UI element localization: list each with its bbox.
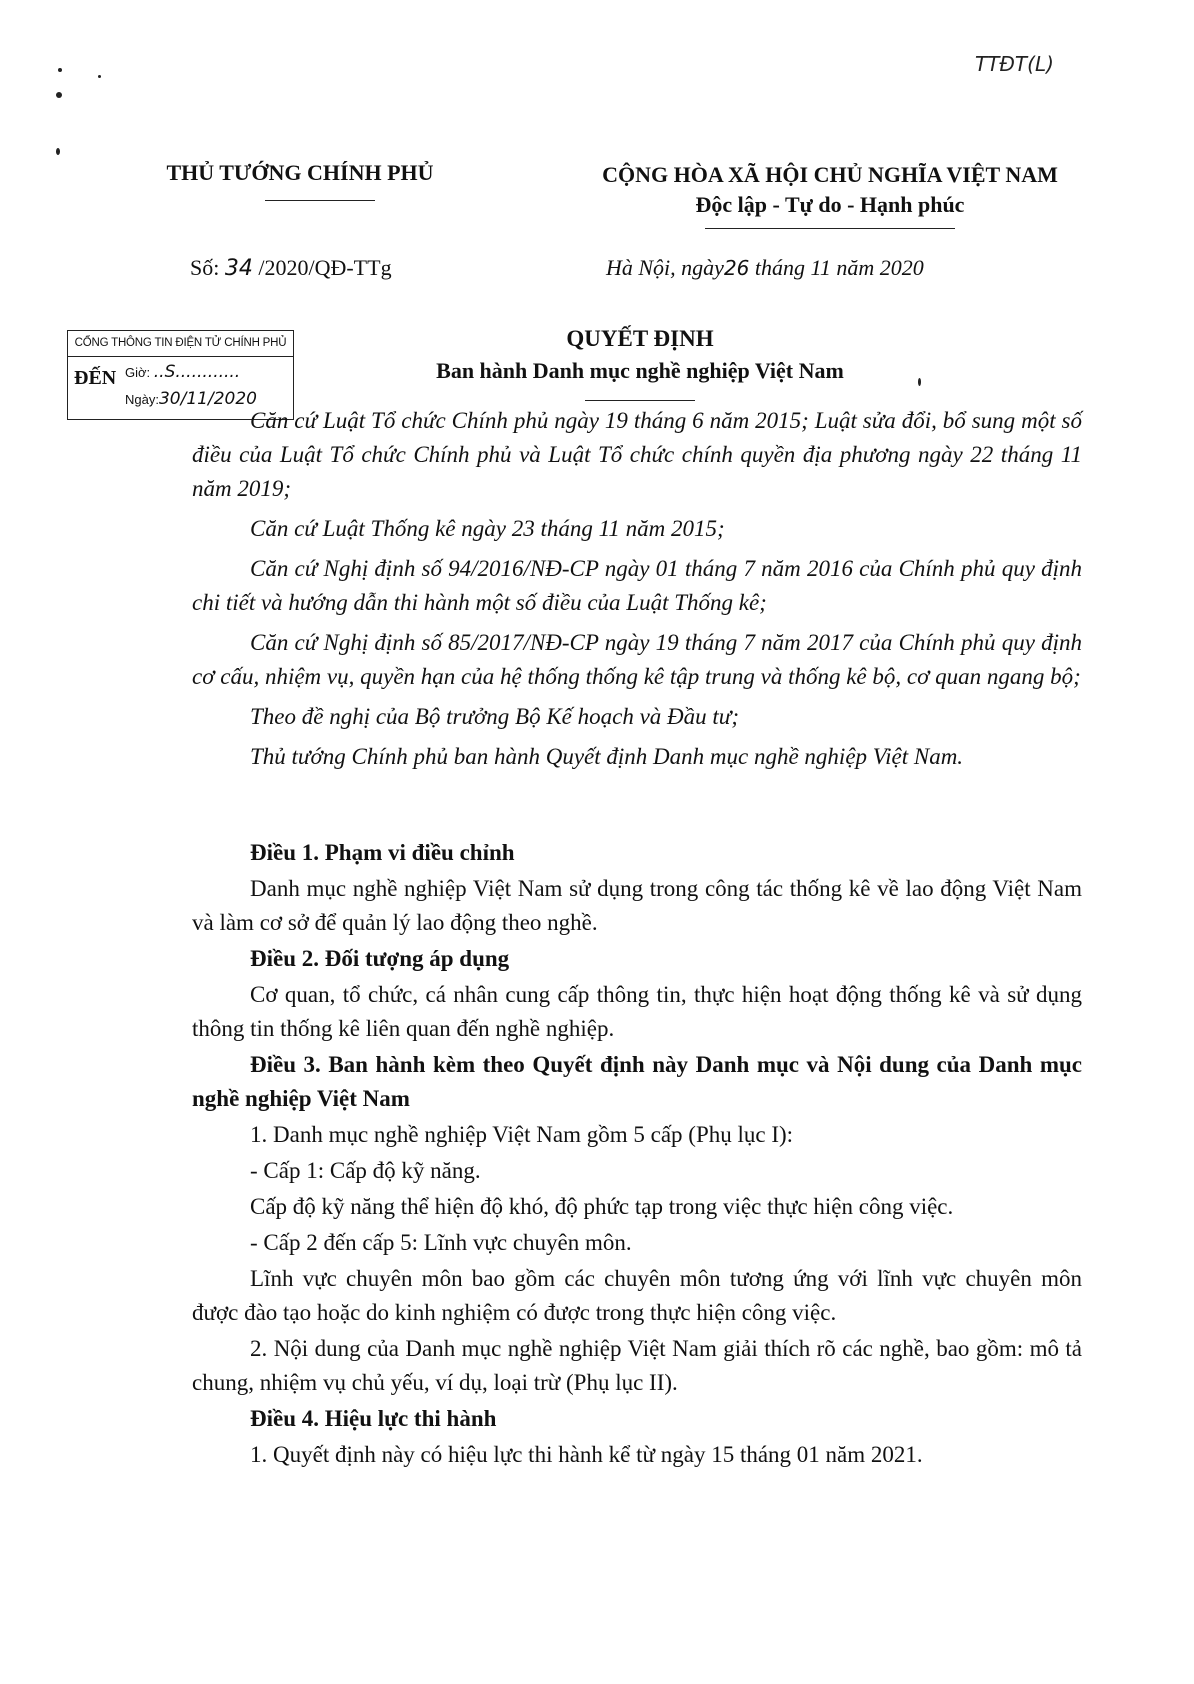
stamp-time bbox=[125, 362, 240, 382]
issuer-underline bbox=[265, 200, 375, 201]
scan-speck bbox=[56, 92, 62, 98]
article-3-item: - Cấp 1: Cấp độ kỹ năng. bbox=[250, 1158, 481, 1183]
title-underline bbox=[585, 400, 695, 401]
article-4-title: Điều 4. Hiệu lực thi hành bbox=[250, 1406, 497, 1431]
stamp-den: ĐẾN bbox=[74, 367, 117, 389]
stamp-date-value: 30/11/2020 bbox=[158, 389, 257, 409]
preamble-paragraph: Căn cứ Nghị định số 85/2017/NĐ-CP ngày 19 tháng 7 năm 2017 của Chính phủ quy định cơ cấu, nhiệm vụ, quyền hạn của hệ thống thống kê tập trung và thống kê bộ, cơ quan ngang bộ; bbox=[192, 630, 1082, 689]
article-4-item: 1. Quyết định này có hiệu lực thi hành kể từ ngày 15 tháng 01 năm 2021. bbox=[250, 1442, 923, 1467]
motto: Độc lập - Tự do - Hạnh phúc bbox=[695, 192, 965, 217]
place-date-prefix: Hà Nội, ngày bbox=[606, 255, 724, 280]
document-number bbox=[190, 255, 392, 281]
place-date bbox=[606, 255, 924, 281]
article-2-text: Cơ quan, tổ chức, cá nhân cung cấp thông tin, thực hiện hoạt động thống kê và sử dụng thông tin thống kê liên quan đến nghề nghiệp. bbox=[192, 982, 1082, 1041]
motto-underline bbox=[705, 228, 955, 229]
stamp-date-label: Ngày: bbox=[125, 392, 159, 407]
doc-number-suffix: /2020/QĐ-TTg bbox=[258, 255, 392, 280]
article-3-item: Lĩnh vực chuyên môn bao gồm các chuyên môn tương ứng với lĩnh vực chuyên môn được đào tạo hoặc do kinh nghiệm có được trong thực hiện công việc. bbox=[192, 1266, 1082, 1325]
preamble-paragraph: Căn cứ Luật Tổ chức Chính phủ ngày 19 tháng 6 năm 2015; Luật sửa đổi, bổ sung một số điều của Luật Tổ chức Chính phủ và Luật Tổ chức chính quyền địa phương ngày 22 tháng 11 năm 2019; bbox=[192, 408, 1082, 501]
preamble-paragraph: Căn cứ Luật Thống kê ngày 23 tháng 11 năm 2015; bbox=[250, 516, 725, 541]
article-2-title: Điều 2. Đối tượng áp dụng bbox=[250, 946, 510, 971]
issuer-heading: THỦ TƯỚNG CHÍNH PHỦ bbox=[166, 160, 434, 185]
scan-speck bbox=[98, 75, 101, 78]
place-date-day: 26 bbox=[723, 256, 750, 280]
article-3-item: - Cấp 2 đến cấp 5: Lĩnh vực chuyên môn. bbox=[250, 1230, 632, 1255]
preamble-paragraph: Căn cứ Nghị định số 94/2016/NĐ-CP ngày 01 tháng 7 năm 2016 của Chính phủ quy định chi tiết và hướng dẫn thi hành một số điều của Luật Thống kê; bbox=[192, 556, 1082, 615]
doc-number-prefix: Số: bbox=[190, 255, 220, 280]
preamble-paragraph: Thủ tướng Chính phủ ban hành Quyết định Danh mục nghề nghiệp Việt Nam. bbox=[250, 744, 964, 769]
scan-speck bbox=[56, 148, 60, 155]
doc-number-handwritten: 34 bbox=[224, 256, 253, 281]
place-date-suffix: tháng 11 năm 2020 bbox=[754, 255, 924, 280]
article-1-title: Điều 1. Phạm vi điều chỉnh bbox=[250, 840, 515, 865]
stamp-time-label: Giờ: bbox=[125, 365, 151, 380]
articles bbox=[192, 836, 1082, 1472]
preamble bbox=[192, 404, 1082, 774]
preamble-paragraph: Theo đề nghị của Bộ trưởng Bộ Kế hoạch và Đầu tư; bbox=[250, 704, 739, 729]
stamp-time-value: ..S............ bbox=[153, 362, 241, 382]
document-title: QUYẾT ĐỊNH bbox=[566, 326, 714, 351]
article-3-item: Cấp độ kỹ năng thể hiện độ khó, độ phức tạp trong việc thực hiện công việc. bbox=[250, 1194, 954, 1219]
country-name: CỘNG HÒA XÃ HỘI CHỦ NGHĨA VIỆT NAM bbox=[602, 162, 1058, 187]
handwritten-annotation: TTĐT(L) bbox=[975, 52, 1054, 76]
article-3-title: Điều 3. Ban hành kèm theo Quyết định này Danh mục và Nội dung của Danh mục nghề nghiệp Việt Nam bbox=[192, 1052, 1082, 1111]
article-3-item: 1. Danh mục nghề nghiệp Việt Nam gồm 5 cấp (Phụ lục I): bbox=[250, 1122, 794, 1147]
country-heading bbox=[520, 160, 1140, 220]
article-1-text: Danh mục nghề nghiệp Việt Nam sử dụng trong công tác thống kê về lao động Việt Nam và làm cơ sở để quản lý lao động theo nghề. bbox=[192, 876, 1082, 935]
document-subtitle: Ban hành Danh mục nghề nghiệp Việt Nam bbox=[436, 358, 844, 383]
stamp-org: CỔNG THÔNG TIN ĐIỆN TỬ CHÍNH PHỦ bbox=[68, 331, 293, 357]
scan-speck bbox=[58, 68, 62, 72]
article-3-item: 2. Nội dung của Danh mục nghề nghiệp Việt Nam giải thích rõ các nghề, bao gồm: mô tả chung, nhiệm vụ chủ yếu, ví dụ, loại trừ (Phụ lục II). bbox=[192, 1336, 1082, 1395]
